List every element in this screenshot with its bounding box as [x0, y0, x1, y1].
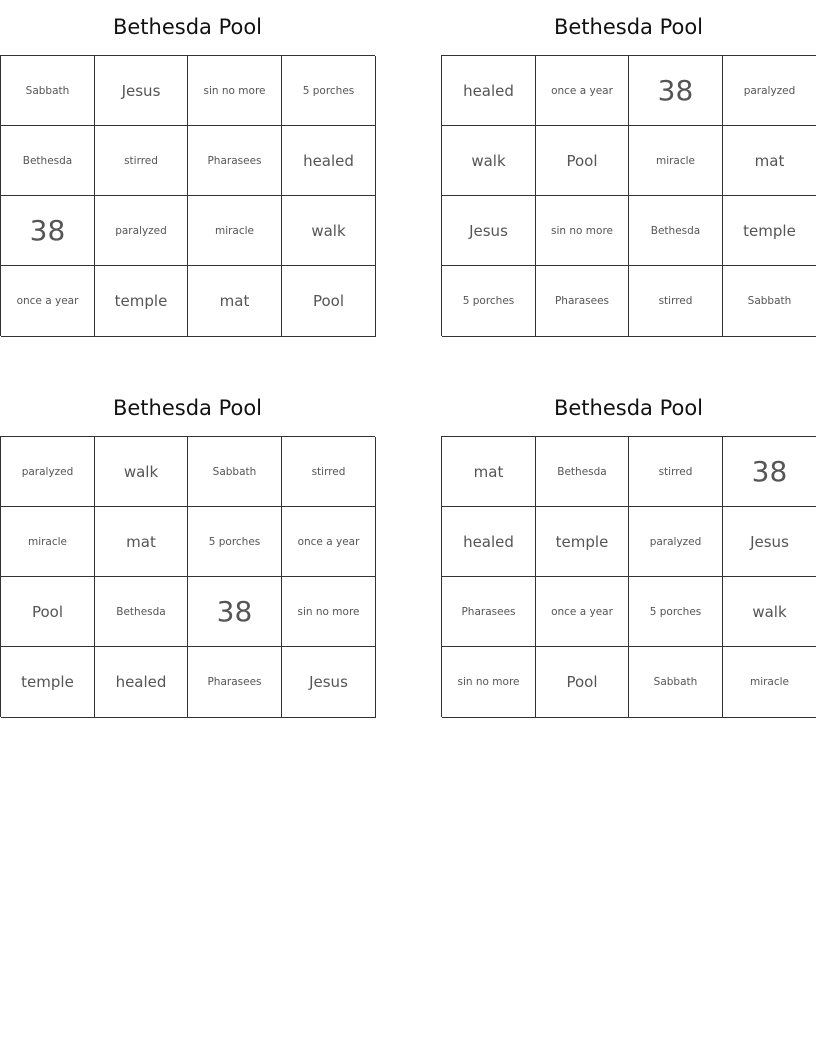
bingo-cell: Pharasees — [536, 266, 629, 337]
bingo-cell: once a year — [536, 56, 629, 126]
bingo-cell: Pharasees — [188, 647, 282, 718]
bingo-cell: 38 — [1, 196, 95, 266]
bingo-cell: Pool — [536, 647, 629, 718]
bingo-cell: sin no more — [282, 577, 376, 647]
bingo-cell: 38 — [188, 577, 282, 647]
bingo-grid — [0, 436, 375, 717]
bingo-cell: mat — [723, 126, 816, 196]
bingo-cell: 5 porches — [282, 56, 376, 126]
bingo-cell: temple — [95, 266, 188, 337]
bingo-grid — [441, 436, 816, 717]
bingo-cell: stirred — [629, 437, 723, 507]
bingo-cell: sin no more — [188, 56, 282, 126]
bingo-cell: walk — [723, 577, 816, 647]
bingo-cell: stirred — [95, 126, 188, 196]
bingo-cell: Jesus — [95, 56, 188, 126]
bingo-cell: paralyzed — [95, 196, 188, 266]
card-title: Bethesda Pool — [112, 396, 263, 420]
bingo-cell: 5 porches — [629, 577, 723, 647]
bingo-cell: Sabbath — [629, 647, 723, 718]
bingo-cell: Pool — [282, 266, 376, 337]
bingo-cell: once a year — [282, 507, 376, 577]
bingo-cell: sin no more — [442, 647, 536, 718]
bingo-cell: miracle — [1, 507, 95, 577]
bingo-cell: Sabbath — [188, 437, 282, 507]
bingo-cell: walk — [282, 196, 376, 266]
bingo-cell: Sabbath — [723, 266, 816, 337]
card-title: Bethesda Pool — [112, 15, 263, 39]
bingo-cell: 5 porches — [188, 507, 282, 577]
bingo-cell: miracle — [188, 196, 282, 266]
bingo-cell: once a year — [1, 266, 95, 337]
bingo-cell: Pharasees — [188, 126, 282, 196]
bingo-cell: paralyzed — [1, 437, 95, 507]
bingo-cell: Pool — [536, 126, 629, 196]
bingo-cell: paralyzed — [723, 56, 816, 126]
bingo-grid — [441, 55, 816, 336]
bingo-cell: mat — [442, 437, 536, 507]
bingo-cell: Sabbath — [1, 56, 95, 126]
bingo-cell: temple — [1, 647, 95, 718]
bingo-cell: Bethesda — [629, 196, 723, 266]
bingo-cell: paralyzed — [629, 507, 723, 577]
bingo-cell: miracle — [629, 126, 723, 196]
bingo-cell: Bethesda — [95, 577, 188, 647]
bingo-grid — [0, 55, 375, 336]
bingo-cell: temple — [536, 507, 629, 577]
bingo-cell: stirred — [282, 437, 376, 507]
bingo-cell: temple — [723, 196, 816, 266]
bingo-cell: mat — [188, 266, 282, 337]
bingo-cell: healed — [95, 647, 188, 718]
bingo-cell: once a year — [536, 577, 629, 647]
bingo-cell: healed — [282, 126, 376, 196]
bingo-cell: Jesus — [282, 647, 376, 718]
bingo-cell: Bethesda — [536, 437, 629, 507]
bingo-cell: Pool — [1, 577, 95, 647]
bingo-cell: sin no more — [536, 196, 629, 266]
bingo-cell: Jesus — [723, 507, 816, 577]
bingo-cell: mat — [95, 507, 188, 577]
card-title: Bethesda Pool — [553, 396, 704, 420]
bingo-cell: miracle — [723, 647, 816, 718]
bingo-cell: walk — [442, 126, 536, 196]
bingo-cell: 5 porches — [442, 266, 536, 337]
bingo-cell: stirred — [629, 266, 723, 337]
bingo-cell: 38 — [629, 56, 723, 126]
bingo-cell: 38 — [723, 437, 816, 507]
bingo-cell: healed — [442, 56, 536, 126]
bingo-cell: Bethesda — [1, 126, 95, 196]
bingo-cell: Pharasees — [442, 577, 536, 647]
bingo-cell: walk — [95, 437, 188, 507]
card-title: Bethesda Pool — [553, 15, 704, 39]
bingo-cell: healed — [442, 507, 536, 577]
bingo-cell: Jesus — [442, 196, 536, 266]
